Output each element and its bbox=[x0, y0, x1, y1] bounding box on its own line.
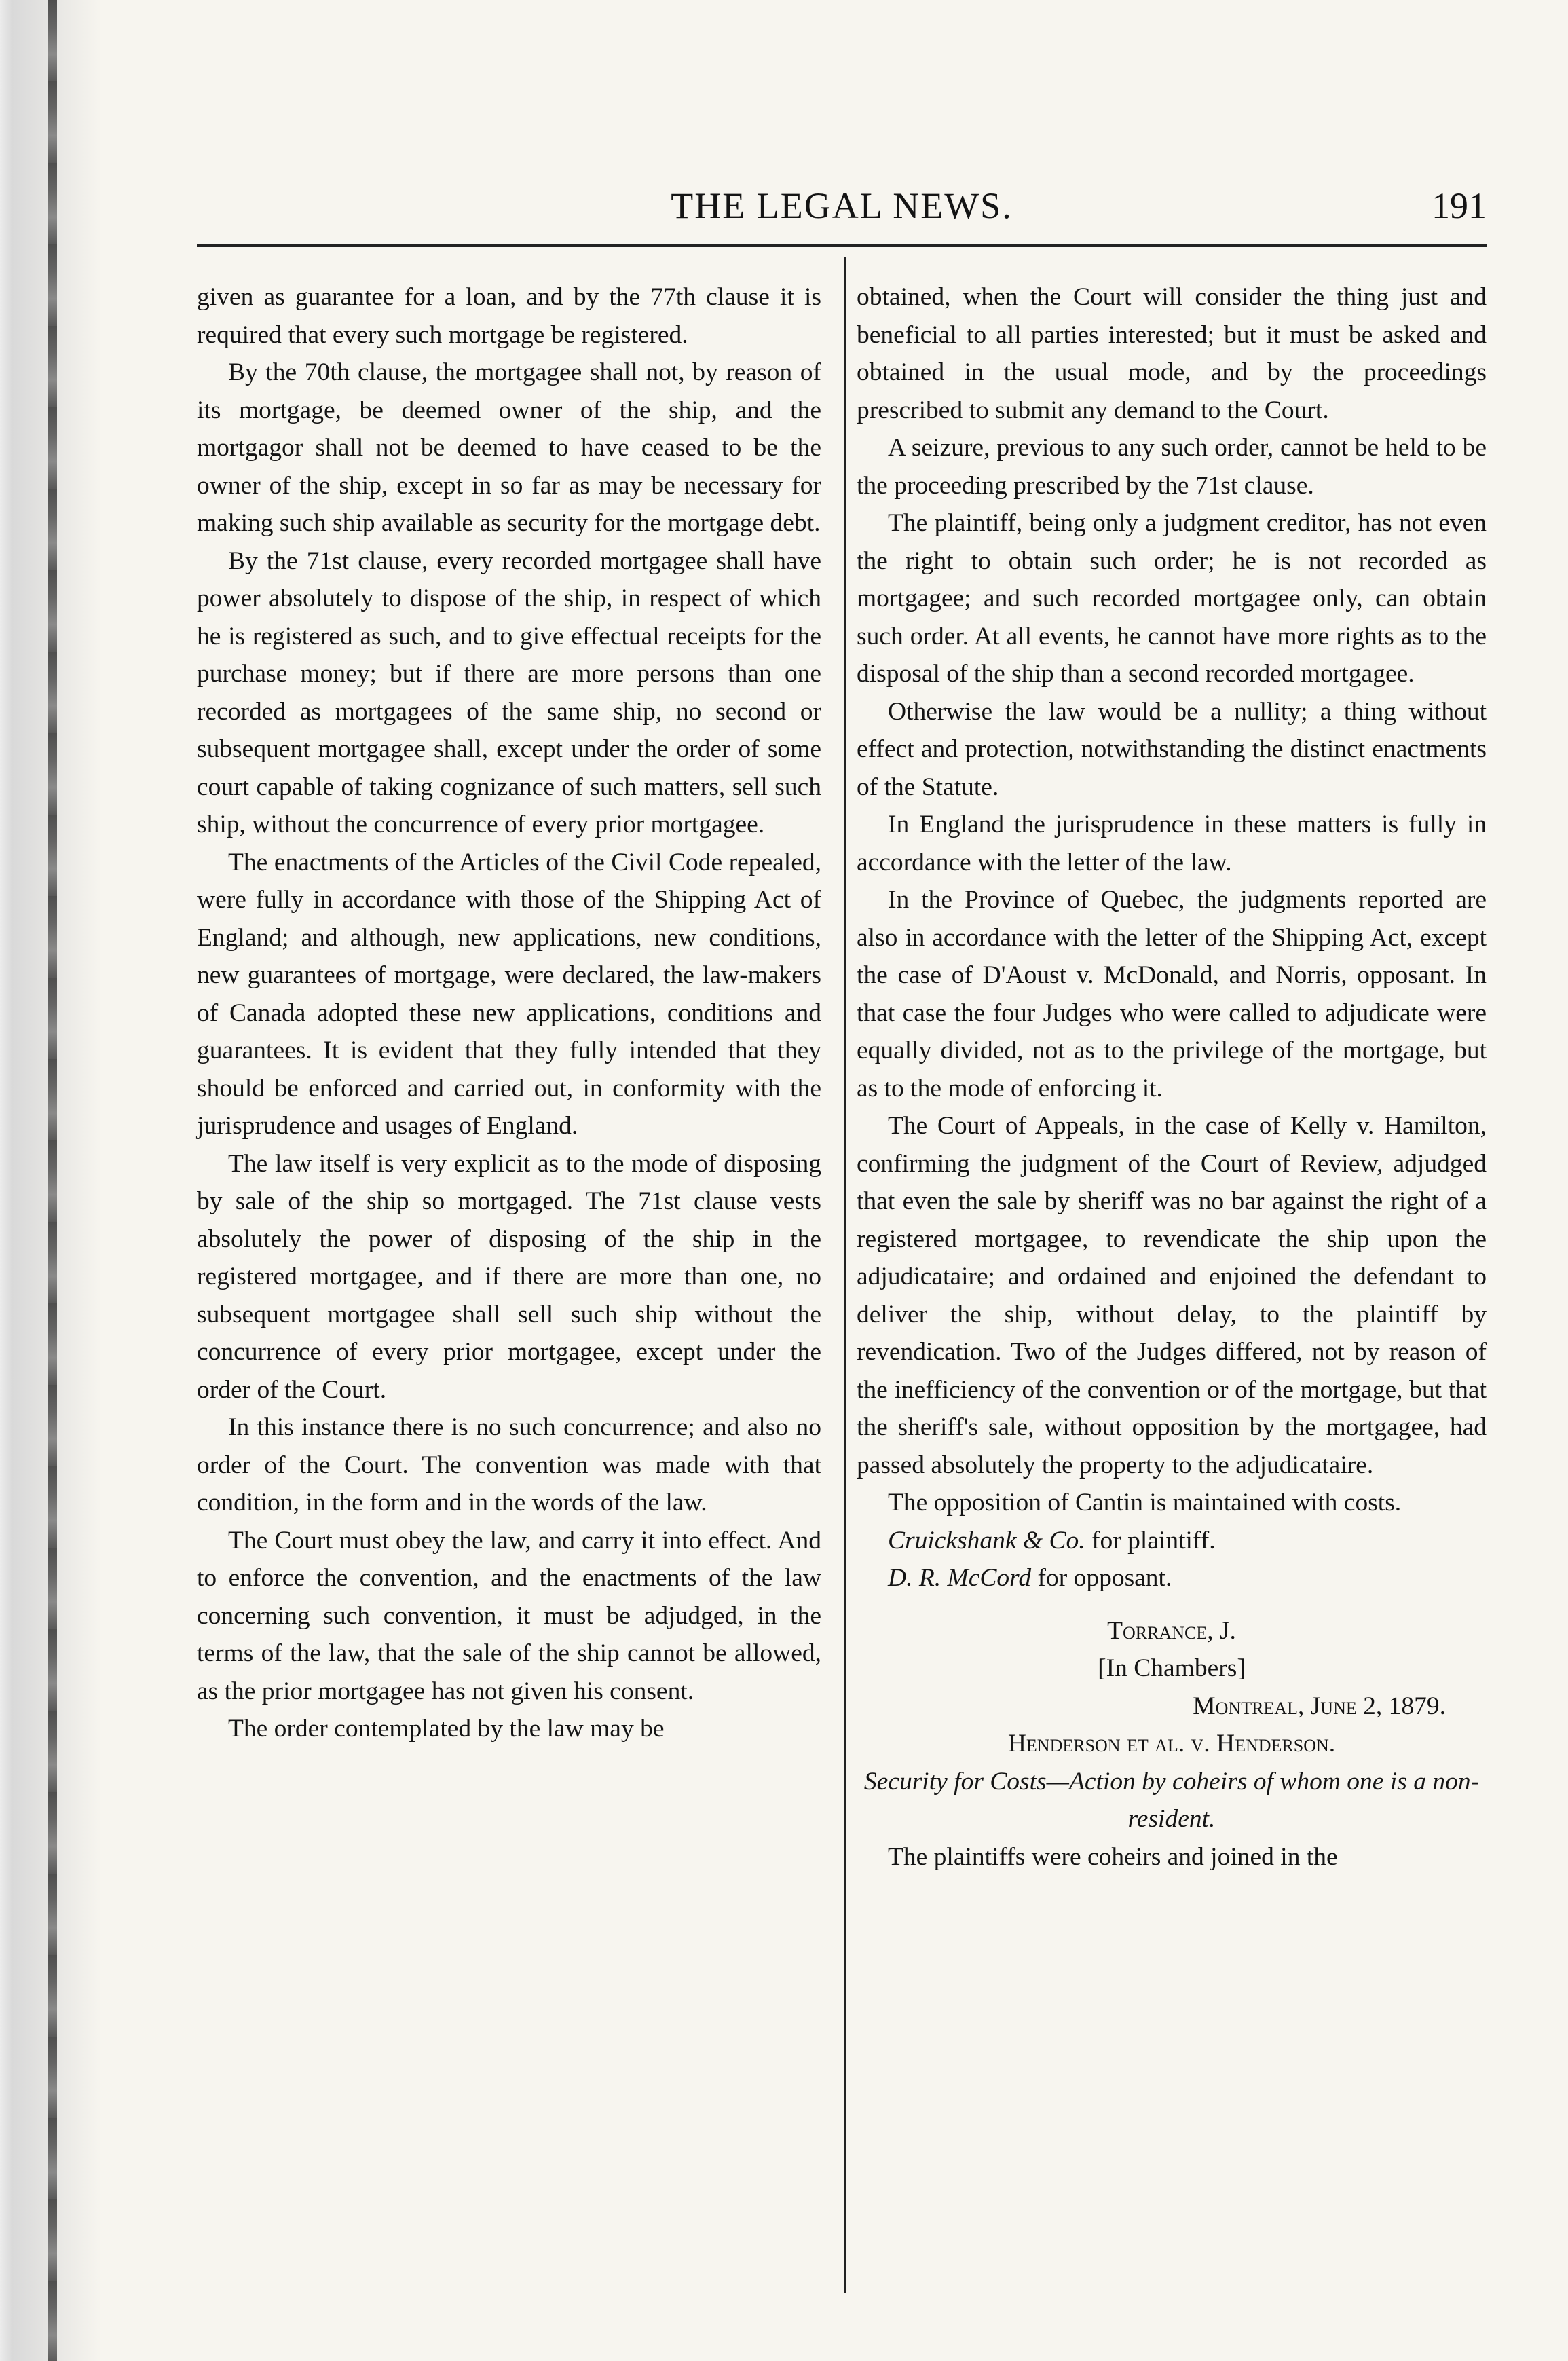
paragraph: The order contemplated by the law may be bbox=[228, 1715, 665, 1743]
scan-edge bbox=[0, 0, 102, 2361]
paragraph: The enactments of the Articles of the Civil Code repealed, were fully in accordance with those of the Shipping Act of England; and although, new applications, new conditions, new guarantees of mortgage, were declared, the law-makers of Canada adopted these new applications, conditions and guarantees. It is evident that they fully intended that they should be enforced and carried out, in conformity with the jurisprudence and usages of England. bbox=[197, 848, 821, 1140]
judge-name: Torrance, J. bbox=[1107, 1616, 1236, 1645]
left-column bbox=[197, 278, 821, 1748]
paragraph: In this instance there is no such concurrence; and also no order of the Court. The convention was made with that condition, in the form and in the words of the law. bbox=[197, 1413, 821, 1517]
paragraph: The law itself is very explicit as to the mode of disposing by sale of the ship so mortgaged. The 71st clause vests absolutely the power of disposing of the ship in the registered mortgagee, and if there are more than one, no subsequent mortgagee shall sell such ship without the concurrence of every prior mortgagee, except under the order of the Court. bbox=[197, 1149, 821, 1404]
chambers-note: [In Chambers] bbox=[1098, 1654, 1246, 1682]
case-name: Henderson et al. v. Henderson. bbox=[1007, 1730, 1336, 1758]
paragraph: In the Province of Quebec, the judgments reported are also in accordance with the letter of the Shipping Act, except the case of D'Aoust v. McDonald, and Norris, opposant. In that case the four Judges who were called to adjudicate were equally divided, not as to the privilege of the mortgage, but as to the mode of enforcing it. bbox=[857, 886, 1487, 1102]
page-title: THE LEGAL NEWS. bbox=[671, 185, 1013, 226]
paragraph: obtained, when the Court will consider the thing just and beneficial to all parties interested; but it must be asked and obtained in the usual mode, and by the proceedings prescribed to submit any demand to the Court. bbox=[857, 283, 1487, 424]
paragraph: A seizure, previous to any such order, cannot be held to be the proceeding prescribed by the 71st clause. bbox=[857, 434, 1487, 500]
header-rule bbox=[197, 244, 1487, 247]
paragraph: By the 71st clause, every recorded mortgagee shall have power absolutely to dispose of the ship, in respect of which he is registered as such, and to give effectual receipts for the purchase money; but if there are more persons than one recorded as mortgagees of the same ship, no second or subsequent mortgagee shall, except under the order of some court capable of taking cognizance of such matters, sell such ship, without the concurrence of every prior mortgagee. bbox=[197, 546, 821, 838]
paragraph: The Court of Appeals, in the case of Kelly v. Hamilton, confirming the judgment of the Court of Review, adjudged that even the sale by sheriff was no bar against the right of a registered mortgagee, to revendicate the ship upon the adjudicataire; and ordained and enjoined the defendant to deliver the ship, without delay, to the plaintiff by revendication. Two of the Judges differed, not by reason of the inefficiency of the convention or of the mortgage, but that the sheriff's sale, without opposition by the mortgagee, had passed absolutely the property to the adjudicataire. bbox=[857, 1112, 1487, 1479]
paragraph: The Court must obey the law, and carry it into effect. And to enforce the convention, and the enactments of the law concerning such convention, it must be adjudged, in the terms of the law, that the sale of the ship cannot be allowed, as the prior mortgagee has not given his consent. bbox=[197, 1526, 821, 1705]
paragraph: The opposition of Cantin is maintained with costs. bbox=[888, 1489, 1402, 1517]
counsel-name: D. R. McCord bbox=[888, 1564, 1032, 1592]
paragraph: given as guarantee for a loan, and by the 77th clause it is required that every such mortgage be registered. bbox=[197, 283, 821, 349]
paragraph: The plaintiffs were coheirs and joined in the bbox=[888, 1842, 1338, 1871]
right-column bbox=[857, 278, 1487, 1876]
counsel-plaintiff bbox=[857, 1522, 1487, 1560]
counsel-opposant bbox=[857, 1559, 1487, 1597]
column-divider bbox=[844, 257, 846, 2293]
paragraph: By the 70th clause, the mortgagee shall not, by reason of its mortgage, be deemed owner of the ship, and the mortgagor shall not be deemed to have ceased to be the owner of the ship, except in so far as may be necessary for making such ship available as security for the mortgage debt. bbox=[197, 358, 821, 537]
counsel-role: for opposant. bbox=[1037, 1564, 1172, 1592]
paragraph: In England the jurisprudence in these matters is fully in accordance with the letter of the law. bbox=[857, 811, 1487, 876]
headnote: Security for Costs—Action by coheirs of whom one is a non-resident. bbox=[863, 1767, 1480, 1833]
counsel-name: Cruickshank & Co. bbox=[888, 1526, 1085, 1555]
place-date: Montreal, June 2, 1879. bbox=[1193, 1692, 1446, 1720]
page-number: 191 bbox=[1432, 185, 1487, 226]
page-header bbox=[197, 182, 1487, 229]
paragraph: The plaintiff, being only a judgment creditor, has not even the right to obtain such order; he is not recorded as mortgagee; and such recorded mortgagee only, can obtain such order. At all events, he cannot have more rights as to the disposal of the ship than a second recorded mortgagee. bbox=[857, 509, 1487, 688]
counsel-role: for plaintiff. bbox=[1091, 1526, 1216, 1555]
paragraph: Otherwise the law would be a nullity; a thing without effect and protection, notwithstanding the distinct enactments of the Statute. bbox=[857, 697, 1487, 801]
